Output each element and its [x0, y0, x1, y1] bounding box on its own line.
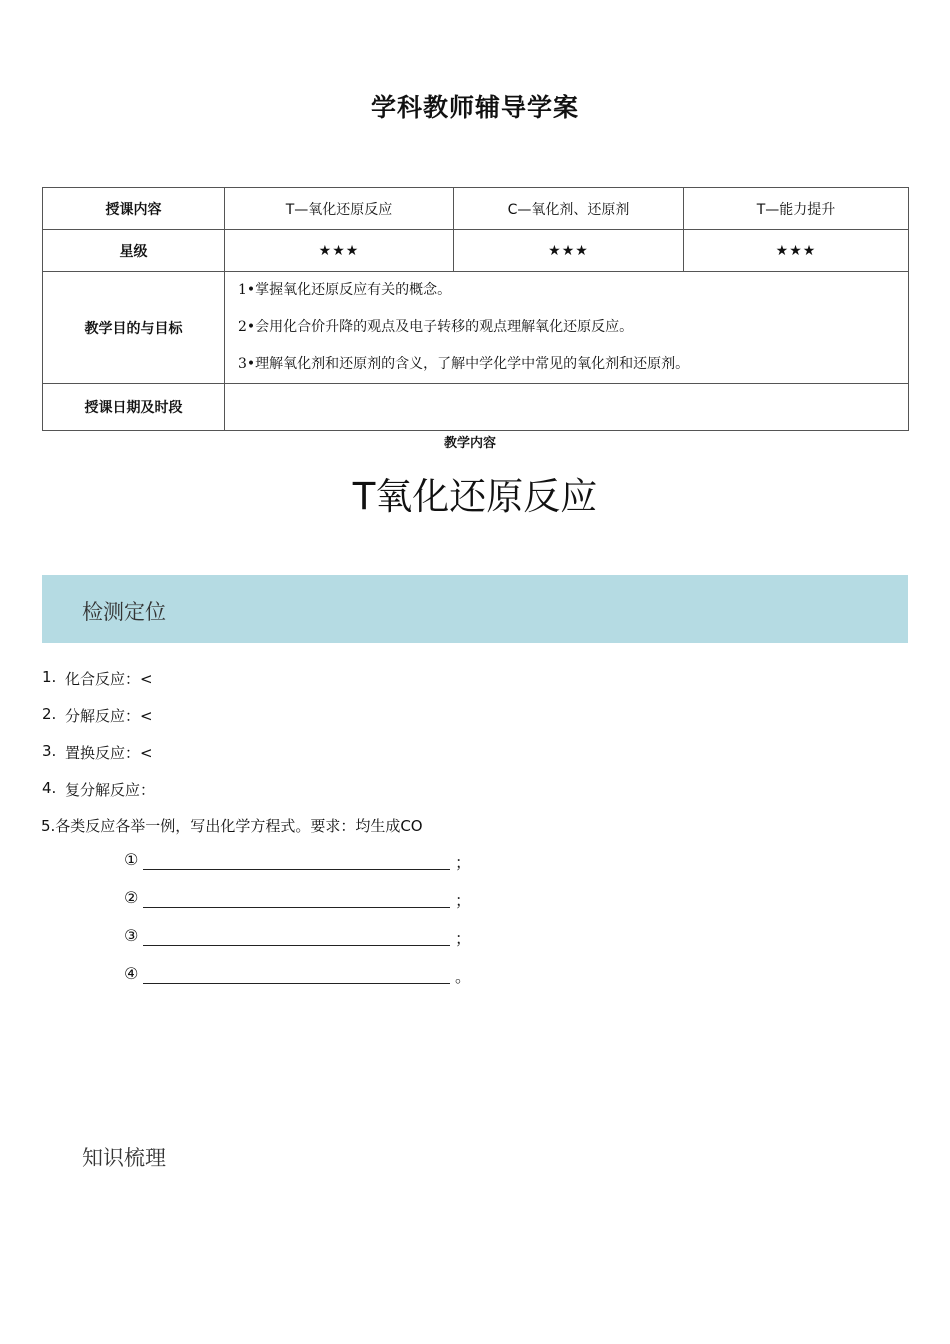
content-row — [43, 188, 909, 230]
goal-item: 2•会用化合价升降的观点及电子转移的观点理解氧化还原反应。 — [238, 319, 634, 335]
answer-line[interactable] — [143, 850, 450, 870]
line-end-punct: ； — [455, 853, 472, 872]
banner-title: 检测定位 — [82, 600, 166, 624]
topic-cell: T—能力提升 — [684, 188, 909, 230]
question-number: 3. — [42, 742, 57, 760]
date-value — [225, 384, 909, 431]
topic-cell: T—氧化还原反应 — [225, 188, 454, 230]
answer-line[interactable] — [143, 888, 450, 908]
goals-cell — [225, 272, 909, 384]
question-text: 化合反应：< — [65, 670, 153, 688]
answer-line[interactable] — [143, 964, 450, 984]
question-5: 5.各类反应各举一例，写出化学方程式。要求：均生成CO — [41, 817, 423, 835]
level-row — [43, 230, 909, 272]
question-number: 2. — [42, 705, 57, 723]
question-text: 复分解反应： — [65, 781, 156, 799]
list-item — [42, 705, 155, 742]
question-list — [42, 668, 155, 816]
star-rating: ★★★ — [684, 230, 909, 272]
date-label: 授课日期及时段 — [43, 384, 225, 431]
question-number: 1. — [42, 668, 57, 686]
answer-blank — [124, 964, 471, 1002]
teaching-content-label: 教学内容 — [443, 436, 496, 451]
answer-blank — [124, 850, 471, 888]
lesson-info-table — [42, 187, 909, 431]
star-rating: ★★★ — [454, 230, 684, 272]
answer-blank — [124, 888, 471, 926]
list-item — [42, 779, 155, 816]
document-title: 学科教师辅导学案 — [370, 93, 579, 122]
topic-cell: C—氧化剂、还原剂 — [454, 188, 684, 230]
list-item — [42, 668, 155, 705]
circled-number: ① — [124, 850, 139, 869]
content-label: 授课内容 — [43, 188, 225, 230]
goal-item: 1•掌握氧化还原反应有关的概念。 — [238, 282, 452, 298]
answer-blanks — [124, 850, 471, 1002]
question-text: 分解反应：< — [65, 707, 153, 725]
answer-blank — [124, 926, 471, 964]
date-row — [43, 384, 909, 431]
question-text: 置换反应：< — [65, 744, 153, 762]
goals-row — [43, 272, 909, 384]
star-rating: ★★★ — [225, 230, 454, 272]
goals-label: 教学目的与目标 — [43, 272, 225, 384]
section-banner — [42, 575, 908, 643]
line-end-punct: ； — [455, 929, 472, 948]
answer-line[interactable] — [143, 926, 450, 946]
section-title: 知识梳理 — [82, 1146, 166, 1170]
level-label: 星级 — [43, 230, 225, 272]
line-end-punct: ； — [455, 891, 472, 910]
circled-number: ② — [124, 888, 139, 907]
circled-number: ③ — [124, 926, 139, 945]
line-end-punct: 。 — [455, 967, 472, 986]
list-item — [42, 742, 155, 779]
lesson-heading: T氧化还原反应 — [352, 475, 598, 518]
question-number: 4. — [42, 779, 57, 797]
goal-item: 3•理解氧化剂和还原剂的含义，了解中学化学中常见的氧化剂和还原剂。 — [238, 356, 690, 372]
circled-number: ④ — [124, 964, 139, 983]
